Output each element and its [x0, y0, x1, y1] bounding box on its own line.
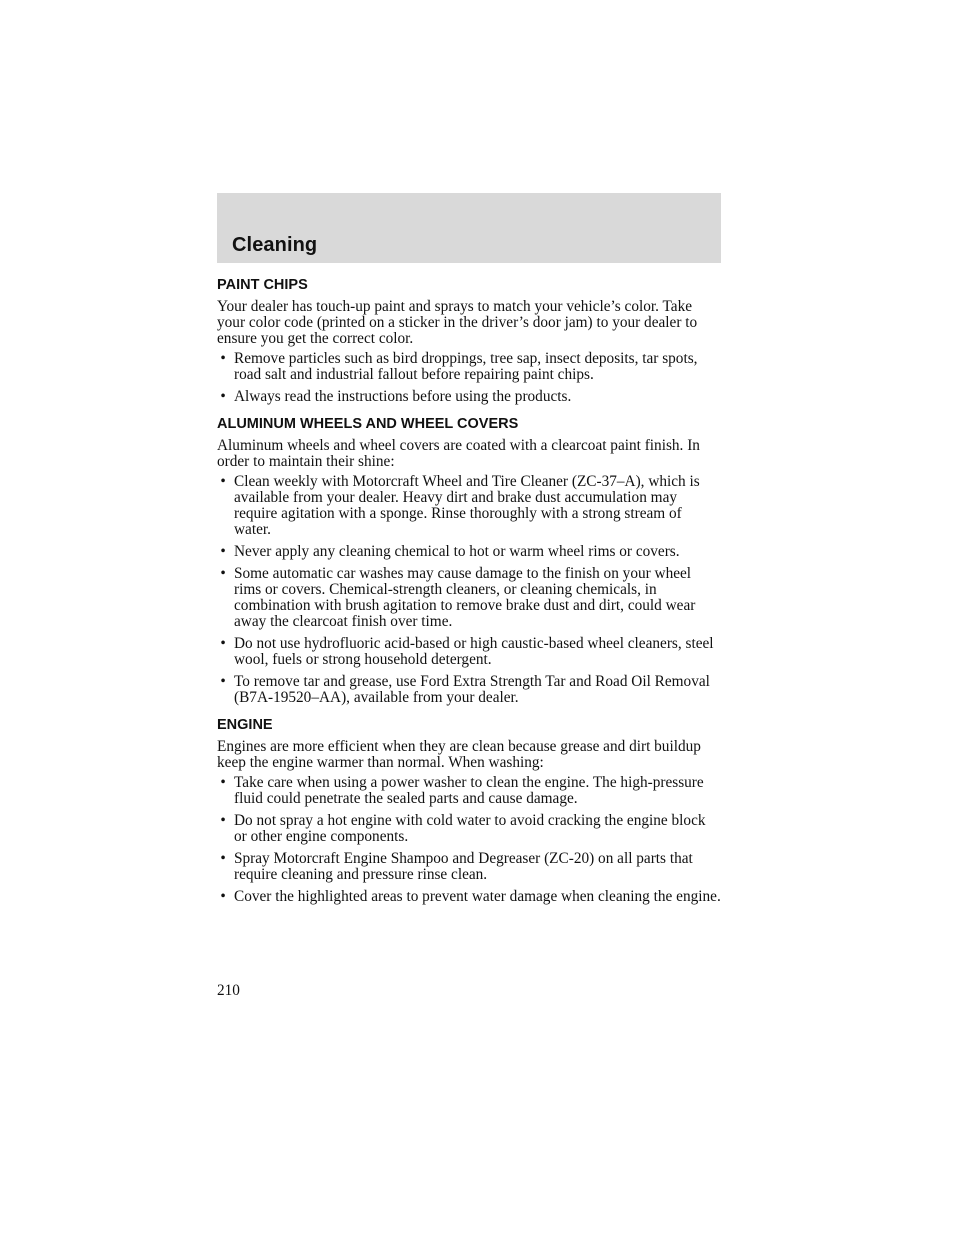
- bullet-icon: •: [220, 774, 226, 791]
- bullet-text: Do not spray a hot engine with cold water to avoid cracking the engine block or other engine components.: [234, 812, 706, 845]
- bullet-icon: •: [220, 673, 226, 690]
- bullet-item: [217, 474, 721, 538]
- bullet-text: Cover the highlighted areas to prevent water damage when cleaning the engine.: [234, 888, 721, 905]
- bullet-icon: •: [220, 850, 226, 867]
- section-heading: ENGINE: [217, 717, 273, 733]
- page-content: [217, 270, 721, 916]
- bullet-list: [217, 474, 721, 706]
- bullet-item: [217, 775, 721, 807]
- bullet-text: Do not use hydrofluoric acid-based or high caustic-based wheel cleaners, steel wool, fuels or strong household detergent.: [234, 635, 714, 668]
- bullet-icon: •: [220, 543, 226, 560]
- section-engine: [217, 717, 721, 905]
- section-heading: ALUMINUM WHEELS AND WHEEL COVERS: [217, 416, 519, 432]
- bullet-icon: •: [220, 388, 226, 405]
- bullet-item: [217, 851, 721, 883]
- bullet-list: [217, 775, 721, 905]
- bullet-item: [217, 351, 721, 383]
- bullet-icon: •: [220, 350, 226, 367]
- bullet-text: Take care when using a power washer to clean the engine. The high-pressure fluid could penetrate the sealed parts and cause damage.: [234, 774, 704, 807]
- bullet-text: Spray Motorcraft Engine Shampoo and Degreaser (ZC-20) on all parts that require cleaning and pressure rinse clean.: [234, 850, 693, 883]
- bullet-item: [217, 889, 721, 905]
- bullet-text: Always read the instructions before using the products.: [234, 388, 572, 405]
- bullet-item: [217, 566, 721, 630]
- bullet-item: [217, 813, 721, 845]
- chapter-title: Cleaning: [232, 234, 318, 256]
- bullet-text: Clean weekly with Motorcraft Wheel and Tire Cleaner (ZC-37–A), which is available from your dealer. Heavy dirt and brake dust accumulation may require agitation with a sponge. Rinse thoroughly with a strong stream of water.: [234, 473, 700, 538]
- bullet-item: [217, 389, 721, 405]
- bullet-icon: •: [220, 473, 226, 490]
- bullet-text: To remove tar and grease, use Ford Extra Strength Tar and Road Oil Removal (B7A-19520–AA), available from your dealer.: [234, 673, 710, 706]
- bullet-text: Some automatic car washes may cause damage to the finish on your wheel rims or covers. Chemical-strength cleaners, or cleaning chemicals, in combination with brush agitation to remove brake dust and dirt, could wear away the clearcoat finish over time.: [234, 565, 696, 630]
- bullet-list: [217, 351, 721, 405]
- section-paragraph: Aluminum wheels and wheel covers are coated with a clearcoat paint finish. In order to maintain their shine:: [217, 437, 700, 470]
- section-paint-chips: [217, 277, 721, 405]
- bullet-item: [217, 544, 721, 560]
- bullet-icon: •: [220, 635, 226, 652]
- section-paragraph: Engines are more efficient when they are clean because grease and dirt buildup keep the engine warmer than normal. When washing:: [217, 738, 701, 771]
- section-aluminum-wheels: [217, 416, 721, 706]
- section-paragraph: Your dealer has touch-up paint and sprays to match your vehicle’s color. Take your color code (printed on a sticker in the driver’s door jam) to your dealer to ensure you get the correct color.: [217, 298, 698, 347]
- section-heading: PAINT CHIPS: [217, 277, 308, 293]
- page-number: 210: [217, 982, 240, 999]
- bullet-item: [217, 674, 721, 706]
- bullet-text: Never apply any cleaning chemical to hot or warm wheel rims or covers.: [234, 543, 680, 560]
- chapter-header-band: [217, 193, 721, 263]
- bullet-item: [217, 636, 721, 668]
- bullet-icon: •: [220, 812, 226, 829]
- bullet-text: Remove particles such as bird droppings, tree sap, insect deposits, tar spots, road salt and industrial fallout before repairing paint chips.: [234, 350, 698, 383]
- bullet-icon: •: [220, 888, 226, 905]
- bullet-icon: •: [220, 565, 226, 582]
